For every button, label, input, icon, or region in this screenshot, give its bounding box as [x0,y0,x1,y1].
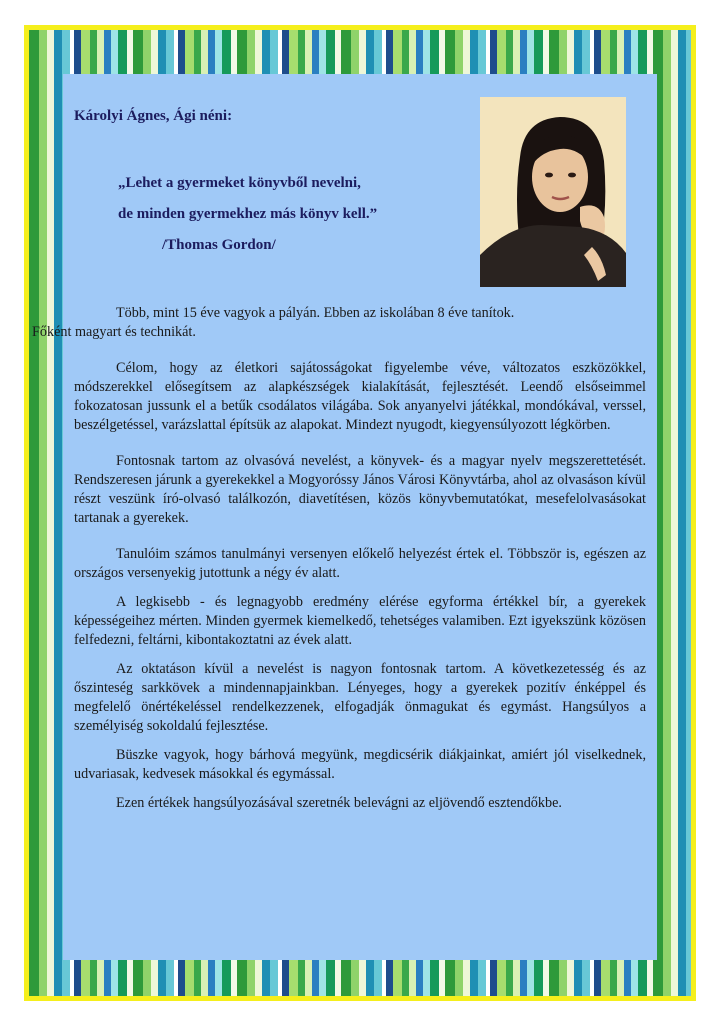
author-name: Károlyi Ágnes, Ági néni: [74,108,233,124]
paragraph-goals: Célom, hogy az életkori sajátosságokat figyelembe véve, változatos eszközökkel, módszerekkel elősegítsem az alapkészségek kialakítását, fejlesztését. Leendő elsőseimmel fokozatosan jussunk el a betűk csodálatos világába. Sok anyanyelvi játékkal, mondókával, verssel, beszélgetéssel, varázslattal építsük az alapokat. Mindezt nyugodt, kiegyensúlyozott légkörben. [74,360,646,433]
paragraph-pride: Büszke vagyok, hogy bárhová megyünk, megdicsérik diákjainkat, amiért jól viselkednek, udvariasak, kedvesek másokkal és egymással. [74,747,646,782]
paragraph-competitions: Tanulóim számos tanulmányi versenyen előkelő helyezést értek el. Többször is, egészen az országos versenyekig jutottunk a négy év alatt. [74,546,646,581]
quote-author: /Thomas Gordon/ [162,237,276,253]
paragraph-intro-line-1: Több, mint 15 éve vagyok a pályán. Ebben az iskolában 8 éve tanítok. [116,305,515,321]
paragraph-education: Az oktatáson kívül a nevelést is nagyon fontosnak tartom. A következetesség és az őszinteség sarkkövek a mindennapjainkban. Lényeges, hogy a gyerekek pozitív énképpel és megfelelő önértékeléssel rendelkezzenek, elfogadják önmagukat és egymást. Hangsúlyos a személyiség sokoldalú fejlesztése. [74,661,646,734]
portrait-photo [480,97,626,287]
portrait-photo-icon [480,97,626,287]
paragraph-reading: Fontosnak tartom az olvasóvá nevelést, a könyvek- és a magyar nyelv megszerettetését. Rendszeresen járunk a gyerekekkel a Mogyoróssy János Városi Könyvtárba, ahol az olvasáson kívül részt veszünk író-olvasó találkozón, diavetítésen, közös könyvbemutatókat, mesefelolvasásokat tartanak a gyerekek. [74,453,646,526]
body-text [32,304,646,823]
quote-block [118,168,448,261]
paragraph-results: A legkisebb - és legnagyobb eredmény elérése egyforma értékkel bír, a gyerekek képességeihez mérten. Minden gyermek kiemelkedő, tehetséges valamiben. Ezt igyekszünk közösen felfedezni, feltárni, kibontakoztatni az évek alatt. [74,594,646,648]
paragraph-intro [32,304,646,342]
quote-line-2: de minden gyermekhez más könyv kell.” [118,206,378,222]
paragraph-intro-line-2: Főként magyart és technikát. [32,324,196,340]
paragraph-closing: Ezen értékek hangsúlyozásával szeretnék belevágni az eljövendő esztendőkbe. [116,795,562,811]
quote-line-1: „Lehet a gyermeket könyvből nevelni, [118,175,361,191]
